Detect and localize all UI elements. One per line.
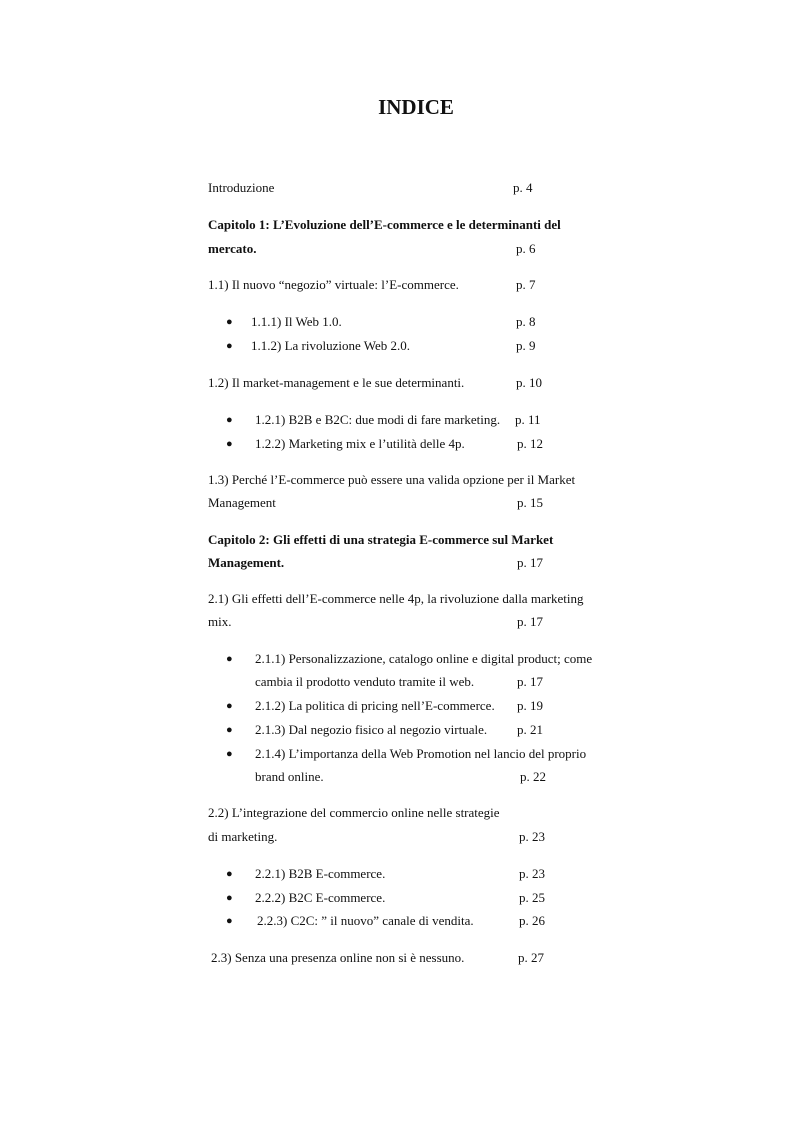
toc-chapter-2: Capitolo 2: Gli effetti di una strategia E-commerce sul Market	[208, 532, 554, 547]
toc-page-number: p. 26	[519, 913, 545, 928]
bullet-icon: ●	[226, 700, 233, 712]
toc-page-number: p. 11	[515, 412, 541, 427]
bullet-icon: ●	[226, 748, 233, 760]
toc-page-number: p. 22	[520, 769, 546, 784]
toc-subsection-1-2-2: 1.2.2) Marketing mix e l’utilità delle 4p.	[255, 436, 465, 451]
bullet-icon: ●	[226, 724, 233, 736]
bullet-icon: ●	[226, 316, 233, 328]
toc-page-number: p. 19	[517, 698, 543, 713]
toc-page-number: p. 25	[519, 890, 545, 905]
toc-subsection-2-2-3: 2.2.3) C2C: ” il nuovo” canale di vendita.	[257, 913, 474, 928]
bullet-icon: ●	[226, 414, 233, 426]
toc-section-2-1: 2.1) Gli effetti dell’E-commerce nelle 4p, la rivoluzione dalla marketing	[208, 591, 584, 606]
toc-chapter-2-cont: Management.	[208, 555, 285, 570]
bullet-icon: ●	[226, 653, 233, 665]
bullet-icon: ●	[226, 340, 233, 352]
toc-section-1-3-cont: Management	[208, 495, 276, 510]
toc-section-2-1-cont: mix.	[208, 614, 232, 629]
toc-page-number: p. 6	[516, 241, 536, 256]
toc-section-2-2-cont: di marketing.	[208, 829, 278, 844]
bullet-icon: ●	[226, 915, 233, 927]
toc-chapter-1: Capitolo 1: L’Evoluzione dell’E-commerce e le determinanti del	[208, 217, 561, 232]
toc-page-number: p. 27	[518, 950, 544, 965]
toc-page-number: p. 8	[516, 314, 536, 329]
toc-page-number: p. 7	[516, 277, 536, 292]
toc-page-number: p. 17	[517, 614, 543, 629]
toc-page-number: p. 12	[517, 436, 543, 451]
toc-section-1-1: 1.1) Il nuovo “negozio” virtuale: l’E-commerce.	[208, 277, 459, 292]
toc-subsection-1-1-2: 1.1.2) La rivoluzione Web 2.0.	[251, 338, 411, 353]
toc-entry-introduzione: Introduzione	[208, 180, 275, 195]
toc-subsection-2-2-2: 2.2.2) B2C E-commerce.	[255, 890, 386, 905]
toc-subsection-2-2-1: 2.2.1) B2B E-commerce.	[255, 866, 386, 881]
toc-page-number: p. 17	[517, 674, 543, 689]
toc-page-number: p. 15	[517, 495, 543, 510]
toc-subsection-2-1-4-cont: brand online.	[255, 769, 324, 784]
toc-section-1-2: 1.2) Il market-management e le sue determinanti.	[208, 375, 465, 390]
toc-subsection-1-2-1: 1.2.1) B2B e B2C: due modi di fare marketing.	[255, 412, 501, 427]
toc-subsection-2-1-1-cont: cambia il prodotto venduto tramite il web.	[255, 674, 475, 689]
toc-subsection-2-1-3: 2.1.3) Dal negozio fisico al negozio virtuale.	[255, 722, 488, 737]
toc-section-2-2: 2.2) L’integrazione del commercio online nelle strategie	[208, 805, 500, 820]
bullet-icon: ●	[226, 868, 233, 880]
toc-chapter-1-cont: mercato.	[208, 241, 257, 256]
toc-page-number: p. 10	[516, 375, 542, 390]
toc-subsection-1-1-1: 1.1.1) Il Web 1.0.	[251, 314, 342, 329]
toc-subsection-2-1-1: 2.1.1) Personalizzazione, catalogo online e digital product; come	[255, 651, 593, 666]
page-title: INDICE	[378, 95, 454, 119]
toc-page-number: p. 23	[519, 866, 545, 881]
toc-subsection-2-1-2: 2.1.2) La politica di pricing nell’E-commerce.	[255, 698, 495, 713]
toc-section-2-3: 2.3) Senza una presenza online non si è nessuno.	[211, 950, 465, 965]
toc-page-number: p. 23	[519, 829, 545, 844]
toc-page-number: p. 17	[517, 555, 543, 570]
toc-page-number: p. 4	[513, 180, 533, 195]
toc-page-number: p. 21	[517, 722, 543, 737]
toc-page-number: p. 9	[516, 338, 536, 353]
bullet-icon: ●	[226, 892, 233, 904]
bullet-icon: ●	[226, 438, 233, 450]
toc-section-1-3: 1.3) Perché l’E-commerce può essere una valida opzione per il Market	[208, 472, 576, 487]
toc-subsection-2-1-4: 2.1.4) L’importanza della Web Promotion nel lancio del proprio	[255, 746, 587, 761]
